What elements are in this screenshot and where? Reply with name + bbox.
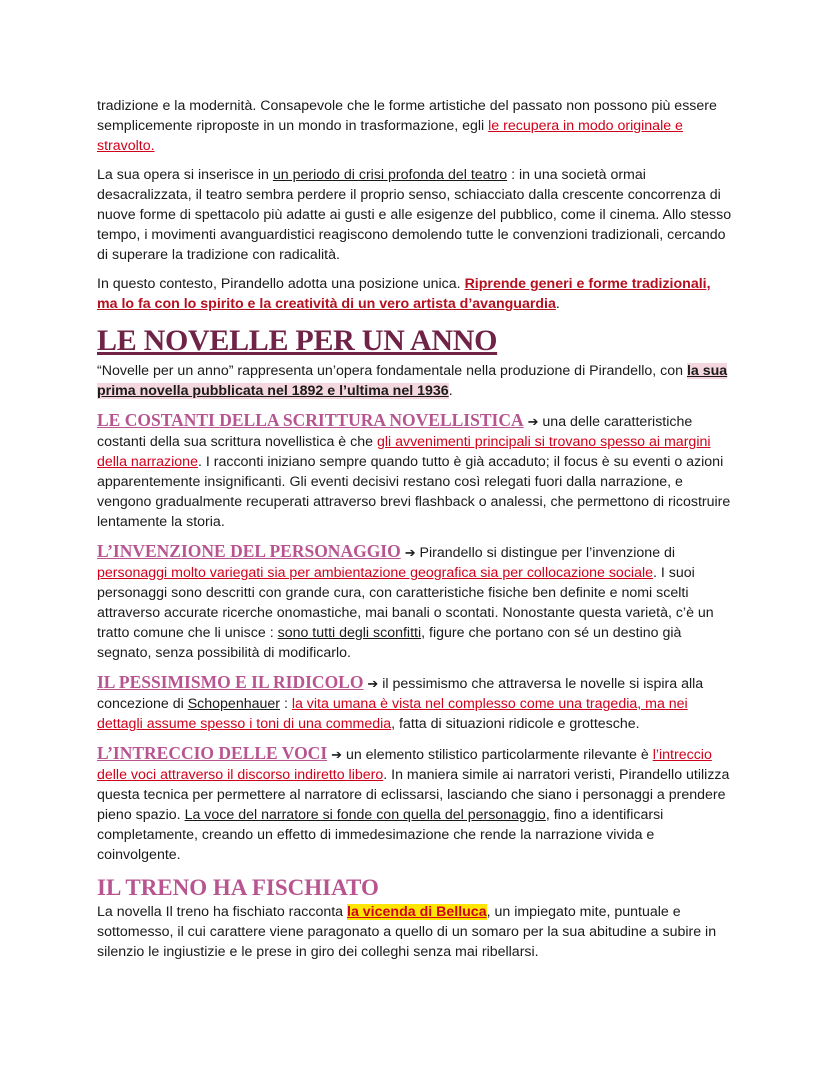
highlight-pink: la sua prima novella pubblicata nel 1892 e l’ultima nel 1936: [97, 363, 728, 399]
text: un elemento stilistico particolarmente rilevante è: [342, 747, 653, 763]
highlight-red: gli avvenimenti principali si trovano spesso ai margini della narrazione: [97, 434, 711, 470]
heading-il-treno-ha-fischiato: IL TRENO HA FISCHIATO: [97, 875, 379, 900]
section-pessimismo: [97, 672, 733, 734]
text: , fino a identificarsi completamente, creando un effetto di immedesimazione che rende la narrazione vivida e coinvolgente.: [97, 807, 664, 863]
text: tradizione e la modernità. Consapevole che le forme artistiche del passato non possono più essere semplicemente riproposte in un mondo in trasformazione, egli: [97, 98, 717, 134]
underline: sono tutti degli sconfitti: [277, 625, 422, 641]
text: In questo contesto, Pirandello adotta una posizione unica.: [97, 276, 465, 292]
highlight-red: la vita umana è vista nel complesso come una tragedia, ma nei dettagli assume spesso i toni di una commedia: [97, 696, 688, 732]
paragraph-crisi-teatro: [97, 165, 733, 265]
underline: Schopenhauer: [187, 696, 280, 712]
highlight-red: le recupera in modo originale e stravolto.: [97, 118, 683, 154]
section-heading: L’INVENZIONE DEL PERSONAGGIO: [97, 541, 401, 561]
text: , un impiegato mite, puntuale e sottomesso, il cui carattere viene paragonato a quello di un somaro per la sua abitudine a subire in silenzio le ingiustizie e le prese in giro dei colleghi senza mai ribellarsi.: [97, 904, 717, 960]
text: .: [448, 383, 453, 399]
arrow-icon: ➔: [331, 747, 342, 762]
arrow-icon: ➔: [404, 545, 416, 560]
document-page: [97, 96, 733, 971]
text: il pessimismo che attraversa le novelle si ispira alla concezione di: [97, 676, 704, 712]
text: .: [555, 296, 560, 312]
paragraph-tradizione: [97, 96, 733, 156]
text: , fatta di situazioni ridicole e grottesche.: [391, 716, 640, 732]
section-personaggio: [97, 541, 733, 663]
highlight-yellow: la vicenda di Belluca: [347, 904, 487, 920]
text: La novella Il treno ha fischiato racconta: [97, 904, 348, 920]
highlight-red: l’intreccio delle voci attraverso il discorso indiretto libero: [97, 747, 712, 783]
arrow-icon: ➔: [527, 414, 539, 429]
section-heading: LE COSTANTI DELLA SCRITTURA NOVELLISTICA: [97, 410, 524, 430]
underline: La voce del narratore si fonde con quella del personaggio: [184, 807, 546, 823]
paragraph-posizione: [97, 274, 733, 314]
text: : in una società ormai desacralizzata, il teatro sembra perdere il proprio senso, schiacciato dalla crescente concorrenza di nuove forme di spettacolo più adatte ai gusti e alle esigenze del pubblico, come il cinema. Allo stesso tempo, i movimenti avanguardistici reagiscono demolendo tutte le convenzioni tradizionali, cercando di superare la tradizione con radicalità.: [97, 167, 732, 263]
arrow-icon: ➔: [367, 676, 379, 691]
text: . In maniera simile ai narratori veristi, Pirandello utilizza questa tecnica per permettere al narratore di eclissarsi, lasciando che siano i personaggi a prendere pieno spazio.: [97, 767, 730, 823]
heading-novelle-per-un-anno: LE NOVELLE PER UN ANNO: [97, 324, 498, 357]
text: La sua opera si inserisce in: [97, 167, 273, 183]
paragraph-novelle: [97, 361, 733, 401]
text: :: [280, 696, 292, 712]
section-heading: IL PESSIMISMO E IL RIDICOLO: [97, 672, 364, 692]
text: , figure che portano con sé un destino già segnato, senza possibilità di modificarlo.: [97, 625, 682, 661]
text: . I suoi personaggi sono descritti con grande cura, con caratteristiche fisiche ben definite e nomi scelti attraverso accurate ricerche onomastiche, mai banali o scontati. Nonostante questa varietà, c’è un tratto comune che li unisce :: [97, 565, 714, 641]
highlight-red: personaggi molto variegati sia per ambientazione geografica sia per collocazione sociale: [97, 565, 654, 581]
text: “Novelle per un anno” rappresenta un’opera fondamentale nella produzione di Pirandello, con: [97, 363, 687, 379]
section-heading: L’INTRECCIO DELLE VOCI: [97, 743, 328, 763]
section-costanti: [97, 410, 733, 532]
text: una delle caratteristiche costanti della sua scrittura novellistica è che: [97, 414, 693, 450]
text: . I racconti iniziano sempre quando tutto è già accaduto; il focus è su eventi o azioni apparentemente insignificanti. Gli eventi decisivi restano così relegati fuori dalla narrazione, e vengono gradualmente recuperati attraverso brevi flashback o analessi, che permettono di ricostruire lentamente la storia.: [97, 454, 731, 530]
highlight-bold-red: Riprende generi e forme tradizionali, ma lo fa con lo spirito e la creatività di un vero artista d’avanguardia: [97, 276, 711, 312]
section-intreccio: [97, 743, 733, 865]
text: Pirandello si distingue per l’invenzione di: [415, 545, 676, 561]
paragraph-treno: [97, 902, 733, 962]
underline: un periodo di crisi profonda del teatro: [272, 167, 508, 183]
